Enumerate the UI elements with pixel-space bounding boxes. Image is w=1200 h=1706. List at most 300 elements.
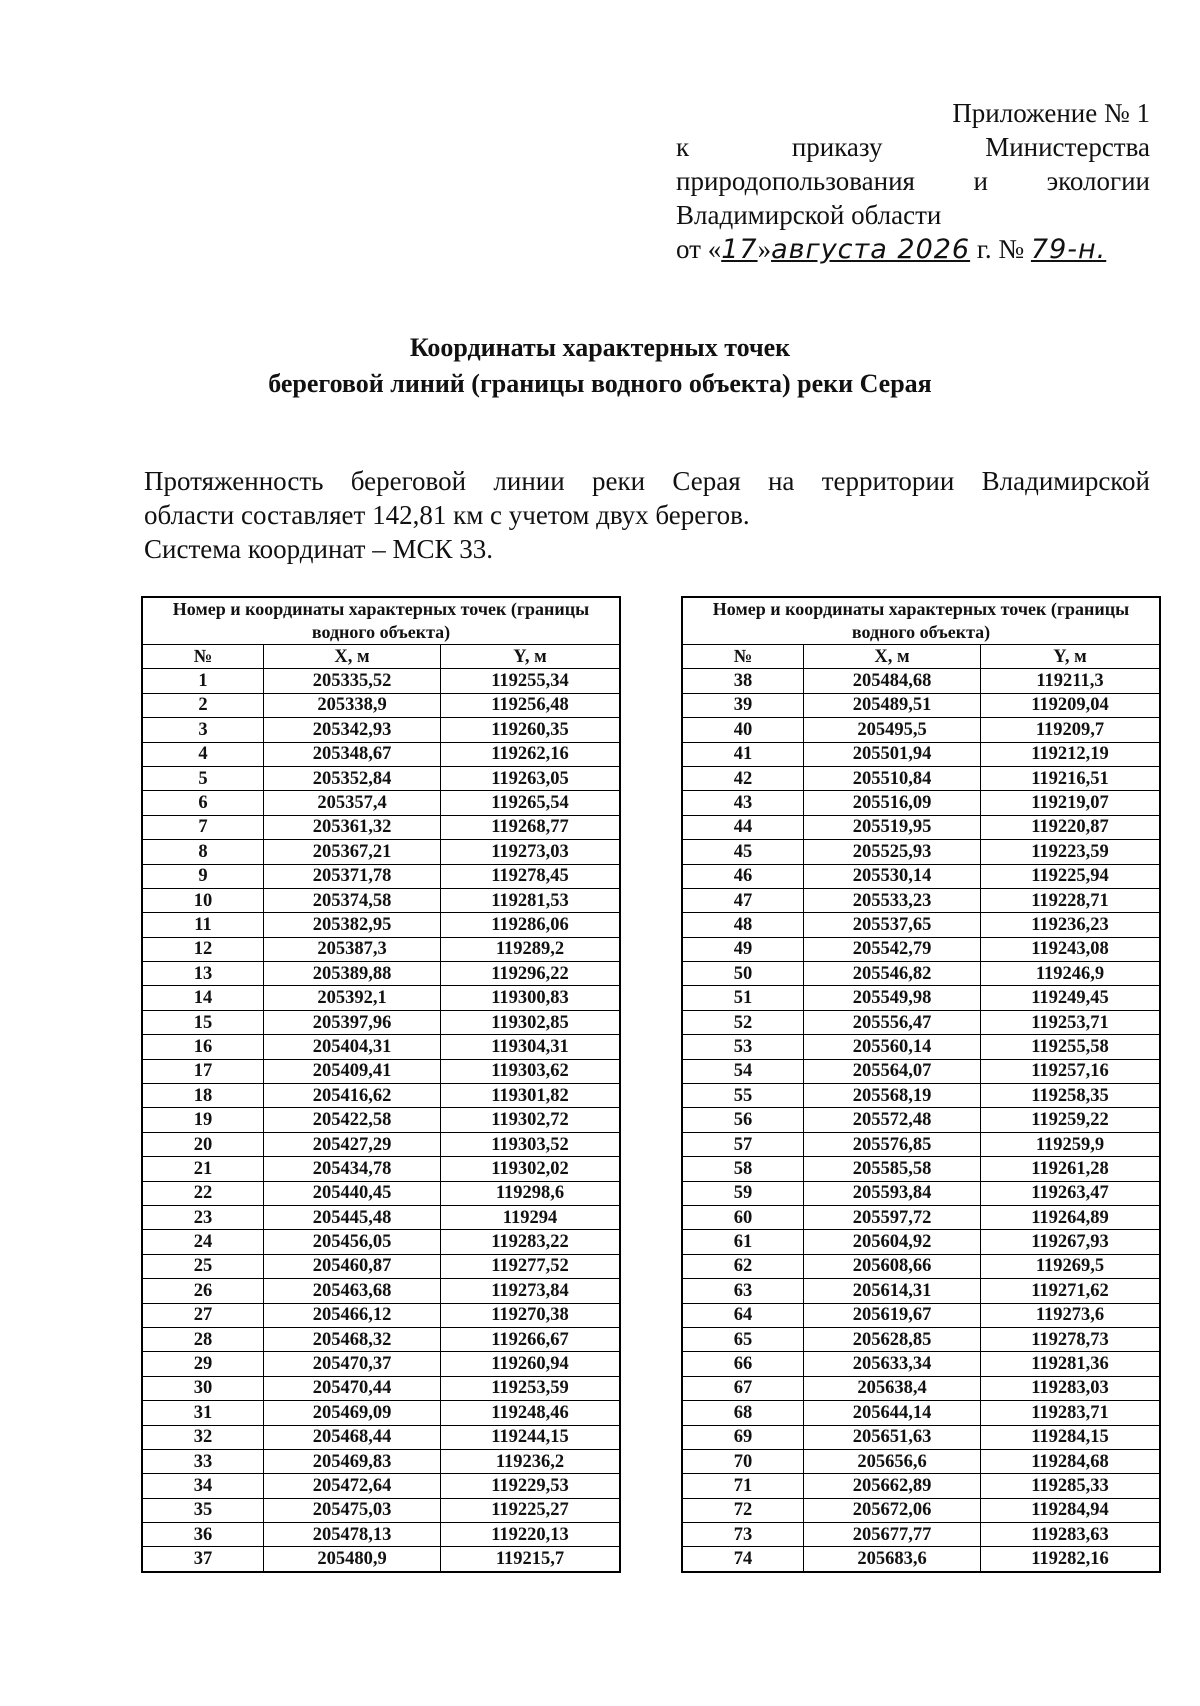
document-title [0,330,1200,402]
coordinates-table-right [681,596,1161,1573]
cell-y: 119300,83 [441,986,621,1010]
cell-number: 48 [682,913,804,937]
appendix-title: Приложение № 1 [952,98,1150,128]
table-row [142,986,620,1010]
table-row [682,937,1160,961]
cell-x: 205470,44 [264,1376,441,1400]
cell-y: 119249,45 [981,986,1161,1010]
cell-number: 39 [682,693,804,717]
cell-x: 205342,93 [264,718,441,742]
cell-y: 119284,68 [981,1449,1161,1473]
cell-number: 43 [682,791,804,815]
cell-number: 69 [682,1425,804,1449]
cell-x: 205633,34 [804,1352,981,1376]
table-row [682,1279,1160,1303]
cell-y: 119273,6 [981,1303,1161,1327]
cell-x: 205662,89 [804,1474,981,1498]
column-header-x: X, м [264,645,441,669]
cell-y: 119209,04 [981,693,1161,717]
cell-x: 205628,85 [804,1327,981,1351]
cell-x: 205409,41 [264,1059,441,1083]
cell-x: 205445,48 [264,1205,441,1229]
cell-number: 23 [142,1205,264,1229]
table-row [142,913,620,937]
cell-y: 119303,52 [441,1132,621,1156]
cell-y: 119228,71 [981,888,1161,912]
cell-number: 36 [142,1523,264,1547]
cell-x: 205533,23 [804,888,981,912]
cell-y: 119302,72 [441,1108,621,1132]
table-row [142,1449,620,1473]
cell-y: 119273,03 [441,840,621,864]
table-row [142,742,620,766]
cell-number: 1 [142,669,264,693]
cell-number: 58 [682,1157,804,1181]
cell-x: 205564,07 [804,1059,981,1083]
table-row [142,1303,620,1327]
cell-y: 119284,15 [981,1425,1161,1449]
cell-number: 32 [142,1425,264,1449]
cell-x: 205361,32 [264,815,441,839]
table-row [142,1010,620,1034]
cell-number: 66 [682,1352,804,1376]
table-row [142,1132,620,1156]
cell-x: 205568,19 [804,1084,981,1108]
cell-number: 51 [682,986,804,1010]
cell-y: 119277,52 [441,1254,621,1278]
table-row [142,1376,620,1400]
cell-number: 30 [142,1376,264,1400]
table-row [682,1035,1160,1059]
cell-x: 205389,88 [264,962,441,986]
cell-y: 119289,2 [441,937,621,961]
cell-y: 119264,89 [981,1205,1161,1229]
cell-x: 205475,03 [264,1498,441,1522]
cell-y: 119284,94 [981,1498,1161,1522]
cell-x: 205427,29 [264,1132,441,1156]
cell-x: 205614,31 [804,1279,981,1303]
cell-y: 119220,13 [441,1523,621,1547]
table-row [682,1157,1160,1181]
cell-number: 21 [142,1157,264,1181]
cell-y: 119271,62 [981,1279,1161,1303]
table-row [142,962,620,986]
cell-x: 205489,51 [804,693,981,717]
order-number-handwritten: 79-н. [1030,234,1107,265]
table-row [682,840,1160,864]
table-row [142,1157,620,1181]
cell-x: 205468,44 [264,1425,441,1449]
cell-x: 205422,58 [264,1108,441,1132]
cell-x: 205392,1 [264,986,441,1010]
intro-line-2: области составляет 142,81 км с учетом двух берегов. [144,500,750,530]
cell-y: 119298,6 [441,1181,621,1205]
cell-y: 119225,94 [981,864,1161,888]
table-row [682,1059,1160,1083]
cell-number: 46 [682,864,804,888]
table-header-main: Номер и координаты характерных точек (границы водного объекта) [142,597,620,645]
cell-number: 62 [682,1254,804,1278]
date-prefix: от « [676,234,722,264]
cell-y: 119283,22 [441,1230,621,1254]
cell-number: 34 [142,1474,264,1498]
cell-number: 26 [142,1279,264,1303]
appendix-date-line [676,232,1150,267]
table-row [682,1327,1160,1351]
cell-x: 205576,85 [804,1132,981,1156]
cell-x: 205480,9 [264,1547,441,1572]
cell-y: 119283,71 [981,1401,1161,1425]
cell-x: 205537,65 [804,913,981,937]
cell-number: 13 [142,962,264,986]
cell-y: 119263,47 [981,1181,1161,1205]
cell-y: 119216,51 [981,766,1161,790]
cell-x: 205468,32 [264,1327,441,1351]
cell-number: 3 [142,718,264,742]
cell-x: 205416,62 [264,1084,441,1108]
cell-number: 71 [682,1474,804,1498]
cell-y: 119229,53 [441,1474,621,1498]
appendix-line-3 [676,164,1150,198]
cell-x: 205463,68 [264,1279,441,1303]
table-row [682,1376,1160,1400]
cell-y: 119285,33 [981,1474,1161,1498]
cell-number: 59 [682,1181,804,1205]
cell-x: 205604,92 [804,1230,981,1254]
cell-y: 119255,58 [981,1035,1161,1059]
cell-number: 50 [682,962,804,986]
table-row [682,864,1160,888]
cell-x: 205644,14 [804,1401,981,1425]
date-month-handwritten: августа 2026 [771,234,971,265]
cell-y: 119283,63 [981,1523,1161,1547]
cell-x: 205352,84 [264,766,441,790]
table-row [142,669,620,693]
cell-y: 119248,46 [441,1401,621,1425]
appendix-line-2 [676,130,1150,164]
cell-x: 205683,6 [804,1547,981,1572]
cell-number: 64 [682,1303,804,1327]
table-row [682,815,1160,839]
table-row [682,791,1160,815]
table-row [142,1498,620,1522]
table-row [142,1279,620,1303]
cell-x: 205484,68 [804,669,981,693]
cell-x: 205638,4 [804,1376,981,1400]
cell-number: 9 [142,864,264,888]
cell-y: 119257,16 [981,1059,1161,1083]
cell-y: 119209,7 [981,718,1161,742]
cell-x: 205478,13 [264,1523,441,1547]
cell-number: 37 [142,1547,264,1572]
table-row [682,1132,1160,1156]
cell-y: 119281,53 [441,888,621,912]
cell-y: 119302,02 [441,1157,621,1181]
cell-y: 119296,22 [441,962,621,986]
cell-number: 5 [142,766,264,790]
cell-x: 205440,45 [264,1181,441,1205]
cell-y: 119261,28 [981,1157,1161,1181]
table-row [682,742,1160,766]
cell-number: 17 [142,1059,264,1083]
cell-x: 205397,96 [264,1010,441,1034]
cell-x: 205560,14 [804,1035,981,1059]
cell-y: 119283,03 [981,1376,1161,1400]
cell-x: 205434,78 [264,1157,441,1181]
cell-x: 205367,21 [264,840,441,864]
cell-y: 119303,62 [441,1059,621,1083]
table-row [682,986,1160,1010]
cell-x: 205672,06 [804,1498,981,1522]
cell-y: 119282,16 [981,1547,1161,1572]
table-row [682,1010,1160,1034]
cell-number: 18 [142,1084,264,1108]
cell-number: 53 [682,1035,804,1059]
table-row [682,888,1160,912]
cell-y: 119262,16 [441,742,621,766]
table-row [142,1181,620,1205]
table-header-main: Номер и координаты характерных точек (границы водного объекта) [682,597,1160,645]
cell-number: 8 [142,840,264,864]
table-row [682,1108,1160,1132]
column-header-x: X, м [804,645,981,669]
cell-number: 15 [142,1010,264,1034]
table-row [682,1523,1160,1547]
cell-y: 119236,2 [441,1449,621,1473]
table-row [142,1474,620,1498]
cell-y: 119269,5 [981,1254,1161,1278]
column-header-y: Y, м [981,645,1161,669]
cell-x: 205335,52 [264,669,441,693]
cell-number: 22 [142,1181,264,1205]
table-row [682,1425,1160,1449]
cell-y: 119267,93 [981,1230,1161,1254]
cell-y: 119302,85 [441,1010,621,1034]
table-row [142,864,620,888]
cell-x: 205593,84 [804,1181,981,1205]
cell-number: 6 [142,791,264,815]
table-row [682,1449,1160,1473]
cell-x: 205516,09 [804,791,981,815]
cell-number: 29 [142,1352,264,1376]
date-day-handwritten: 17 [721,234,758,265]
cell-number: 54 [682,1059,804,1083]
cell-x: 205525,93 [804,840,981,864]
coordinates-table-left [141,596,621,1573]
cell-y: 119244,15 [441,1425,621,1449]
cell-number: 42 [682,766,804,790]
cell-number: 24 [142,1230,264,1254]
cell-x: 205357,4 [264,791,441,815]
cell-number: 57 [682,1132,804,1156]
cell-x: 205677,77 [804,1523,981,1547]
cell-number: 38 [682,669,804,693]
cell-number: 73 [682,1523,804,1547]
cell-number: 65 [682,1327,804,1351]
cell-number: 44 [682,815,804,839]
column-header-number: № [142,645,264,669]
cell-number: 47 [682,888,804,912]
cell-number: 67 [682,1376,804,1400]
cell-x: 205495,5 [804,718,981,742]
cell-y: 119258,35 [981,1084,1161,1108]
cell-number: 10 [142,888,264,912]
title-line-2: береговой линий (границы водного объекта) реки Серая [268,369,932,398]
cell-number: 56 [682,1108,804,1132]
cell-y: 119253,59 [441,1376,621,1400]
column-header-y: Y, м [441,645,621,669]
table-row [142,1230,620,1254]
cell-number: 45 [682,840,804,864]
cell-x: 205472,64 [264,1474,441,1498]
cell-y: 119260,94 [441,1352,621,1376]
cell-number: 4 [142,742,264,766]
cell-number: 16 [142,1035,264,1059]
appendix-word: и [973,166,988,196]
appendix-word: экологии [1046,166,1150,196]
cell-x: 205348,67 [264,742,441,766]
cell-y: 119236,23 [981,913,1161,937]
cell-y: 119215,7 [441,1547,621,1572]
appendix-block [676,96,1150,267]
date-mid: » [757,234,772,264]
cell-y: 119253,71 [981,1010,1161,1034]
cell-y: 119265,54 [441,791,621,815]
cell-x: 205456,05 [264,1230,441,1254]
intro-text [144,464,1150,566]
cell-x: 205338,9 [264,693,441,717]
cell-number: 27 [142,1303,264,1327]
table-row [142,888,620,912]
cell-x: 205501,94 [804,742,981,766]
cell-number: 70 [682,1449,804,1473]
cell-y: 119219,07 [981,791,1161,815]
cell-x: 205404,31 [264,1035,441,1059]
cell-y: 119243,08 [981,937,1161,961]
cell-number: 61 [682,1230,804,1254]
appendix-word: к [676,132,690,162]
cell-x: 205585,58 [804,1157,981,1181]
cell-y: 119256,48 [441,693,621,717]
intro-line-1: Протяженность береговой линии реки Серая на территории Владимирской [144,466,1150,496]
cell-y: 119225,27 [441,1498,621,1522]
cell-x: 205572,48 [804,1108,981,1132]
appendix-word: Министерства [985,132,1150,162]
cell-number: 52 [682,1010,804,1034]
cell-number: 28 [142,1327,264,1351]
cell-y: 119286,06 [441,913,621,937]
table-row [682,1498,1160,1522]
table-row [142,1035,620,1059]
cell-x: 205510,84 [804,766,981,790]
cell-x: 205597,72 [804,1205,981,1229]
cell-y: 119260,35 [441,718,621,742]
cell-x: 205371,78 [264,864,441,888]
table-row [142,1547,620,1572]
cell-y: 119259,9 [981,1132,1161,1156]
table-row [682,1474,1160,1498]
cell-number: 7 [142,815,264,839]
cell-y: 119278,73 [981,1327,1161,1351]
appendix-word: приказу [791,132,883,162]
table-row [682,913,1160,937]
cell-y: 119294 [441,1205,621,1229]
cell-x: 205374,58 [264,888,441,912]
table-row [142,1254,620,1278]
cell-y: 119211,3 [981,669,1161,693]
table-row [682,766,1160,790]
cell-y: 119268,77 [441,815,621,839]
cell-y: 119220,87 [981,815,1161,839]
cell-y: 119304,31 [441,1035,621,1059]
cell-number: 2 [142,693,264,717]
table-row [142,1352,620,1376]
cell-number: 74 [682,1547,804,1572]
cell-number: 63 [682,1279,804,1303]
table-row [682,1547,1160,1572]
cell-number: 49 [682,937,804,961]
cell-x: 205556,47 [804,1010,981,1034]
cell-y: 119273,84 [441,1279,621,1303]
table-row [142,1084,620,1108]
cell-x: 205549,98 [804,986,981,1010]
cell-number: 12 [142,937,264,961]
table-row [682,693,1160,717]
table-row [682,1401,1160,1425]
table-row [682,962,1160,986]
table-row [142,1327,620,1351]
date-suffix: г. № [970,234,1031,264]
table-row [682,1084,1160,1108]
cell-x: 205387,3 [264,937,441,961]
table-row [142,791,620,815]
cell-y: 119263,05 [441,766,621,790]
cell-number: 20 [142,1132,264,1156]
table-row [682,1352,1160,1376]
cell-x: 205470,37 [264,1352,441,1376]
cell-x: 205619,67 [804,1303,981,1327]
table-row [682,669,1160,693]
cell-number: 41 [682,742,804,766]
table-row [142,1425,620,1449]
cell-x: 205608,66 [804,1254,981,1278]
appendix-word: природопользования [676,166,915,196]
cell-number: 11 [142,913,264,937]
cell-y: 119301,82 [441,1084,621,1108]
table-row [142,693,620,717]
table-row [682,1303,1160,1327]
cell-y: 119266,67 [441,1327,621,1351]
cell-y: 119281,36 [981,1352,1161,1376]
cell-x: 205546,82 [804,962,981,986]
appendix-line-4: Владимирской области [676,200,942,230]
cell-x: 205466,12 [264,1303,441,1327]
cell-y: 119212,19 [981,742,1161,766]
cell-x: 205469,83 [264,1449,441,1473]
cell-x: 205469,09 [264,1401,441,1425]
column-header-number: № [682,645,804,669]
table-row [682,1254,1160,1278]
table-row [682,1181,1160,1205]
table-row [682,718,1160,742]
cell-number: 14 [142,986,264,1010]
cell-y: 119270,38 [441,1303,621,1327]
cell-number: 40 [682,718,804,742]
title-line-1: Координаты характерных точек [409,333,791,362]
cell-number: 25 [142,1254,264,1278]
table-row [682,1230,1160,1254]
cell-y: 119278,45 [441,864,621,888]
